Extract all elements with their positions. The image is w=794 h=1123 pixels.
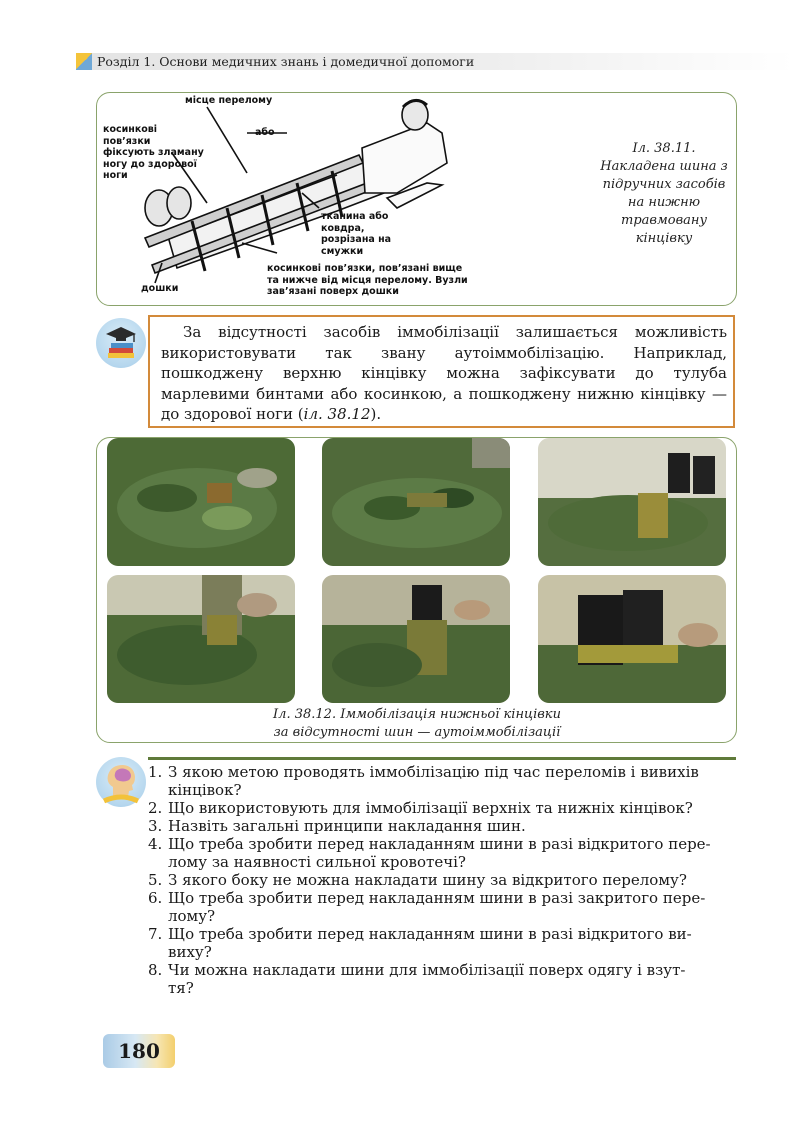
label-or: або: [255, 127, 275, 138]
photo-4: [107, 575, 295, 703]
review-questions: [148, 763, 738, 997]
figure-38-11: [96, 92, 737, 306]
photo-3: [538, 438, 726, 566]
label-triangular-bandages-bottom: косинкові пов’язки, пов’язані вище та нижче від місця перелому. Вузли зав’язані поверх дошки: [267, 263, 468, 297]
page-number: 180: [118, 1039, 160, 1063]
info-callout: [148, 315, 735, 428]
question-item: 4. Що треба зробити перед накладанням шини в разі відкритого пере- лому за наявності сильної кровотечі?: [148, 835, 711, 871]
section-header: [76, 53, 794, 70]
question-item: 7. Що треба зробити перед накладанням шини в разі відкритого ви- виху?: [148, 925, 692, 961]
photo-6: [538, 575, 726, 703]
figure-reference: іл. 38.12: [303, 405, 371, 423]
page-number-badge: [103, 1034, 175, 1068]
label-fabric: тканина або ковдра, розрізана на смужки: [321, 211, 392, 257]
label-fracture-site: місце перелому: [185, 95, 273, 106]
photo-5: [322, 575, 510, 703]
questions-divider: [148, 757, 736, 760]
question-item: 8. Чи можна накладати шини для іммобілізації поверх одягу і взут- тя?: [148, 961, 686, 997]
question-item: 2. Що використовують для іммобілізації верхніх та нижніх кінцівок?: [148, 799, 693, 817]
section-marker-icon: [76, 53, 92, 70]
section-title: Розділ 1. Основи медичних знань і домедичної допомоги: [97, 54, 475, 69]
figure-38-12-caption: Іл. 38.12. Іммобілізація нижньої кінцівки за відсутності шин — аутоіммобілізації: [273, 707, 561, 740]
info-paragraph: За відсутності засобів іммобілізації залишається можливість використовувати так звану аутоіммобілізацію. Наприклад, пошкоджену верхню кінцівку можна зафіксувати до тулуба марлевими бинтами або косинкою, а пошкоджену нижню кінцівку — до здорової ноги (іл. 38.12).: [161, 323, 727, 423]
graduation-books-icon: [96, 318, 146, 368]
label-boards: дошки: [141, 283, 179, 294]
figure-38-11-caption: Іл. 38.11. Накладена шина з підручних засобів на нижню травмовану кінцівку: [600, 141, 728, 246]
question-item: 3. Назвіть загальні принципи накладання шин.: [148, 817, 526, 835]
photo-1: [107, 438, 295, 566]
question-item: 6. Що треба зробити перед накладанням шини в разі закритого пере- лому?: [148, 889, 706, 925]
figure-38-12: [96, 437, 737, 743]
photo-2: [322, 438, 510, 566]
question-item: 5. З якого боку не можна накладати шину за відкритого перелому?: [148, 871, 687, 889]
question-item: 1. З якою метою проводять іммобілізацію під час переломів і вивихів кінцівок?: [148, 763, 699, 799]
brain-head-icon: [96, 757, 146, 807]
label-triangular-bandages-left: косинкові пов’язки фіксують зламану ногу до здорової ноги: [103, 124, 204, 181]
